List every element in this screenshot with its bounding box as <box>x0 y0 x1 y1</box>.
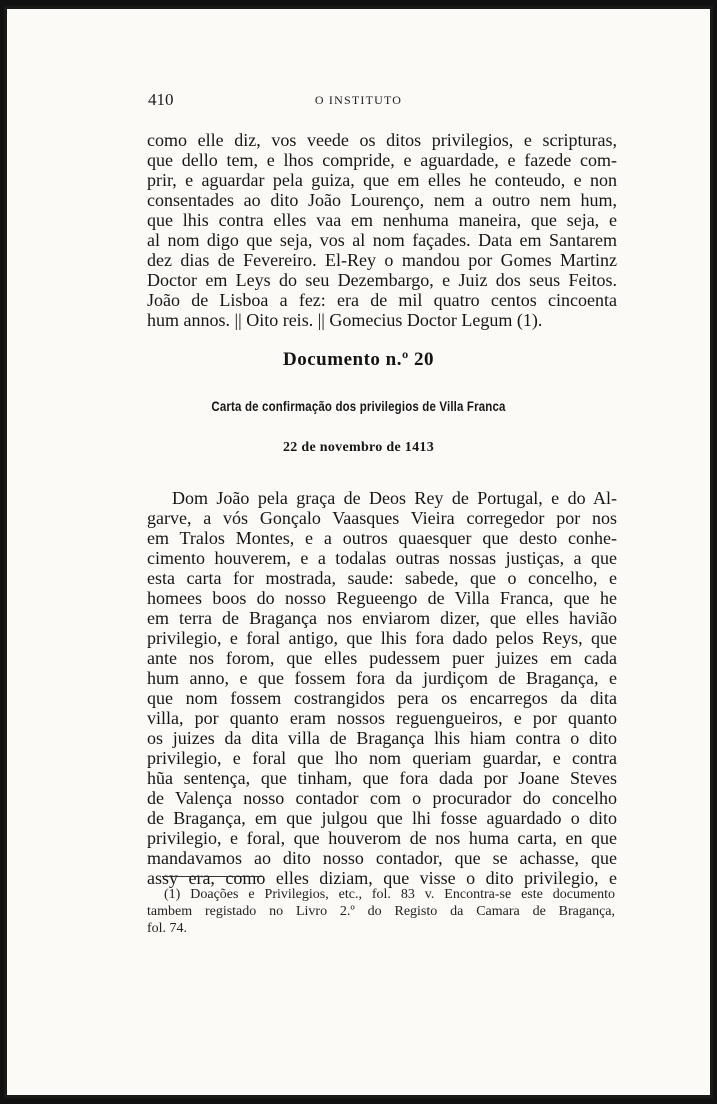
text-line: homees boos do nosso Regueengo de Villa Franca, que he <box>147 588 617 608</box>
text-line: que nom fossem costrangidos pera os encarregos da dita <box>147 688 617 708</box>
text-line: hũa sentença, que tinham, que fora dada por Joane Steves <box>147 768 617 788</box>
text-line: al nom digo que seja, vos al nom façades. Data em Santarem <box>147 230 617 250</box>
text-line: que dello tem, e lhos compride, e aguardade, e fazede com- <box>147 150 617 170</box>
text-line: os juizes da dita villa de Bragança lhis hiam contra o dito <box>147 728 617 748</box>
document-title: Carta de confirmação dos privilegios de Villa Franca <box>211 398 506 414</box>
document-date: 22 de novembro de 1413 <box>282 440 434 455</box>
text-line: dez dias de Fevereiro. El-Rey o mandou por Gomes Martinz <box>147 250 617 270</box>
text-line: consentades ao dito João Lourenço, nem a outro nem hum, <box>147 190 617 210</box>
text-line: privilegio, e foral, que houverom de nos huma carta, en que <box>147 828 617 848</box>
document-heading: Documento n.º 20 <box>283 349 434 370</box>
footnote-line: fol. 74. <box>147 921 188 936</box>
text-line: Dom João pela graça de Deos Rey de Portugal, e do Al- <box>172 488 617 508</box>
text-line: hum annos. || Oito reis. || Gomecius Doctor Legum (1). <box>147 310 543 330</box>
text-line: de Bragança, em que julgou que lhi fosse aguardado o dito <box>147 808 617 828</box>
text-line: prir, e aguardar pela guiza, que em elles he conteudo, e non <box>147 170 617 190</box>
text-line: garve, a vós Gonçalo Vaasques Vieira corregedor por nos <box>147 508 617 528</box>
running-head: O INSTITUTO <box>314 93 403 107</box>
text-line: em Tralos Montes, e a outros quaesquer que desto conhe- <box>147 528 617 548</box>
text-line: de Valença nosso contador com o procurador do concelho <box>147 788 617 808</box>
text-line: Doctor em Leys do seu Dezembargo, e Juiz dos seus Feitos. <box>147 270 617 290</box>
text-line: que lhis contra elles vaa em nenhuma maneira, que seja, e <box>147 210 617 230</box>
text-line: João de Lisboa a fez: era de mil quatro centos cincoenta <box>147 290 617 310</box>
text-line: em terra de Bragança nos enviarom dizer, que elles havião <box>147 608 617 628</box>
text-line: como elle diz, vos veede os ditos privilegios, e scripturas, <box>147 130 617 150</box>
text-line: hum anno, e que fossem fora da jurdiçom de Bragança, e <box>147 668 617 688</box>
text-line: privilegio, e foral antigo, que lhis fora dado pelos Reys, que <box>147 628 617 648</box>
footnote-line: tambem registado no Livro 2.º do Registo da Camara de Bragança, <box>147 904 615 919</box>
text-line: esta carta for mostrada, saude: sabede, que o concelho, e <box>147 568 617 588</box>
scan-border-right <box>713 0 717 1104</box>
page-number: 410 <box>148 90 174 109</box>
footnote-separator <box>162 876 262 877</box>
text-line: assy era, como elles diziam, que visse o dito privilegio, e <box>147 868 617 888</box>
text-line: privilegio, e foral que lho nom queriam guardar, e contra <box>147 748 617 768</box>
footnote-line: (1) Doações e Privilegios, etc., fol. 83 v. Encontra-se este documento <box>164 887 615 902</box>
text-line: ante nos forom, que elles pudessem puer juizes em cada <box>147 648 617 668</box>
text-line: villa, por quanto eram nossos reguengueiros, e por quanto <box>147 708 617 728</box>
text-line: mandavamos ao dito nosso contador, que se achasse, que <box>147 848 617 868</box>
text-line: cimento houverem, e a todalas outras nossas justiças, a que <box>147 548 617 568</box>
scan-border-bottom <box>0 1098 717 1104</box>
